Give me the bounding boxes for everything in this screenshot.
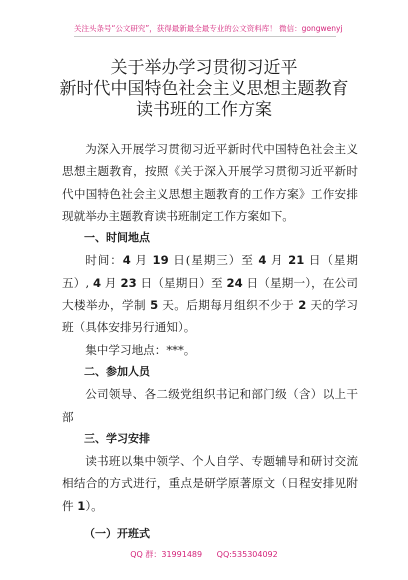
footer-qq: QQ:535304092 — [216, 550, 278, 559]
participants-paragraph: 公司领导、各二级党组织书记和部门级（含）以上干部 — [62, 387, 358, 424]
title-line-3: 读书班的工作方案 — [136, 100, 272, 120]
document-body — [62, 138, 358, 545]
place-paragraph: 集中学习地点：***。 — [85, 342, 196, 357]
section-heading-participants: 二、参加人员 — [84, 364, 150, 378]
arrangement-paragraph: 读书班以集中领学、个人自学、专题辅导和研讨交流相结合的方式进行，重点是研学原著原文（日程安排见附件 1）。 — [62, 454, 358, 513]
title-line-1: 关于举办学习贯彻习近平 — [110, 58, 298, 78]
title-line-2: 新时代中国特色社会主义思想主题教育 — [59, 79, 349, 99]
section-heading-study-arrangement: 三、学习安排 — [84, 431, 150, 445]
intro-paragraph: 为深入开展学习贯彻习近平新时代中国特色社会主义思想主题教育，按照《关于深入开展学习贯彻习近平新时代中国特色社会主义思想主题教育的工作方案》工作安排现就举办主题教育读书班制定工作方案如下。 — [62, 142, 358, 223]
header-promo-note: 关注头条号“公文研究”，获得最新最全最专业的公文资料库！ 微信：gongwenyj — [74, 23, 336, 37]
footer-contact — [0, 549, 408, 560]
sub-heading-opening-ceremony: （一）开班式 — [84, 527, 150, 541]
section-heading-time-place: 一、时间地点 — [84, 231, 150, 245]
document-title — [0, 58, 408, 121]
footer-qq-group: QQ 群：31991489 — [130, 550, 203, 559]
time-paragraph: 时间：4 月 19 日(星期三）至 4 月 21 日（星期五）, 4 月 23 日（星期日）至 24 日（星期一），在公司大楼举办，学制 5 天。后期每月组织不少于 2 天的学习班（具体安排另行通知）。 — [62, 253, 359, 335]
